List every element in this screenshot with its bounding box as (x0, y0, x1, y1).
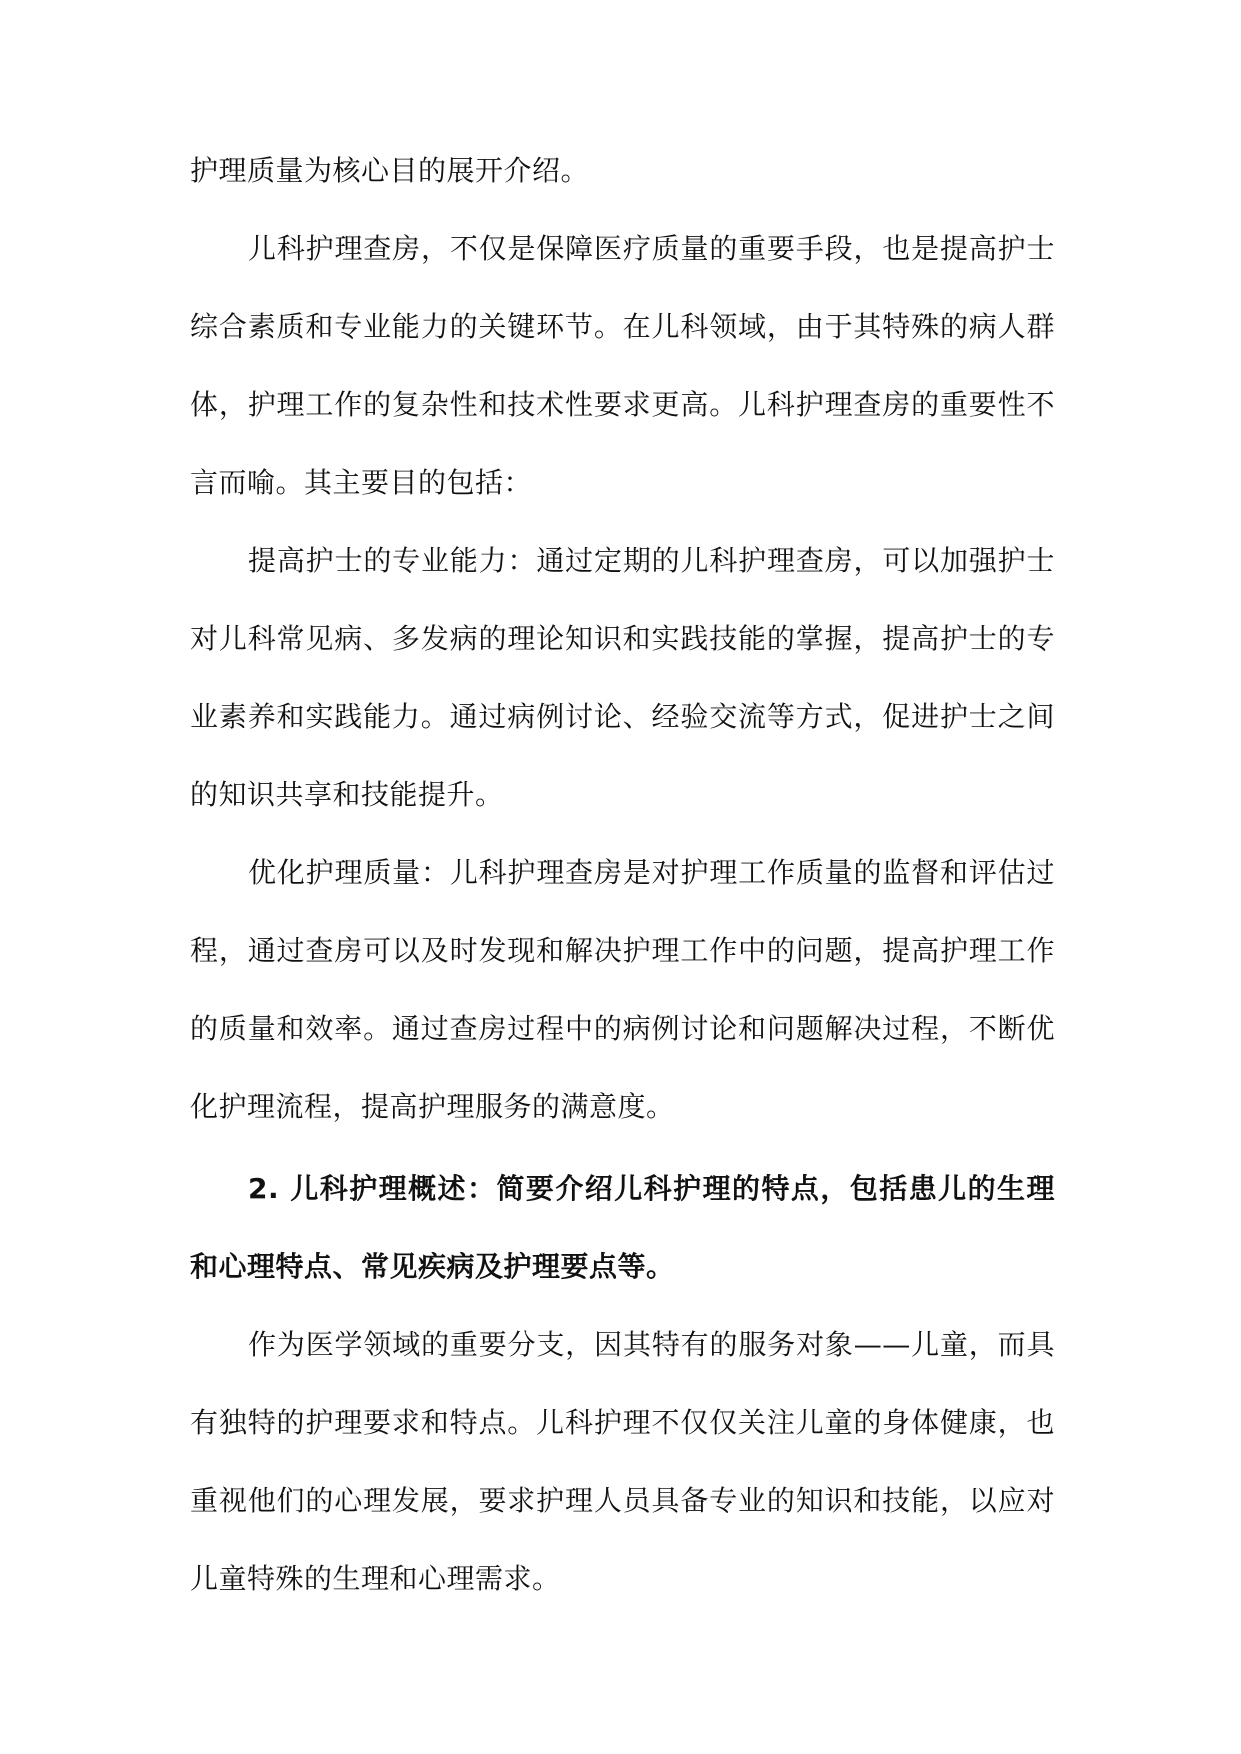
paragraph-pediatric-rounds-intro: 儿科护理查房，不仅是保障医疗质量的重要手段，也是提高护士综合素质和专业能力的关键环节。在儿科领域，由于其特殊的病人群体，护理工作的复杂性和技术性要求更高。儿科护理查房的重要性不言而喻。其主要目的包括： (190, 232, 1055, 499)
paragraph-continuation: 护理质量为核心目的展开介绍。 (190, 154, 590, 187)
section-heading-pediatric-nursing-overview: 2. 儿科护理概述：简要介绍儿科护理的特点，包括患儿的生理和心理特点、常见疾病及护理要点等。 (190, 1172, 1055, 1283)
paragraph-pediatric-nursing-characteristics: 作为医学领域的重要分支，因其特有的服务对象——儿童，而具有独特的护理要求和特点。儿科护理不仅仅关注儿童的身体健康，也重视他们的心理发展，要求护理人员具备专业的知识和技能，以应对儿童特殊的生理和心理需求。 (190, 1328, 1055, 1595)
paragraph-improve-nurse-ability: 提高护士的专业能力：通过定期的儿科护理查房，可以加强护士对儿科常见病、多发病的理论知识和实践技能的掌握，提高护士的专业素养和实践能力。通过病例讨论、经验交流等方式，促进护士之间的知识共享和技能提升。 (190, 544, 1055, 811)
paragraph-optimize-nursing-quality: 优化护理质量：儿科护理查房是对护理工作质量的监督和评估过程，通过查房可以及时发现和解决护理工作中的问题，提高护理工作的质量和效率。通过查房过程中的病例讨论和问题解决过程，不断优化护理流程，提高护理服务的满意度。 (190, 856, 1055, 1123)
